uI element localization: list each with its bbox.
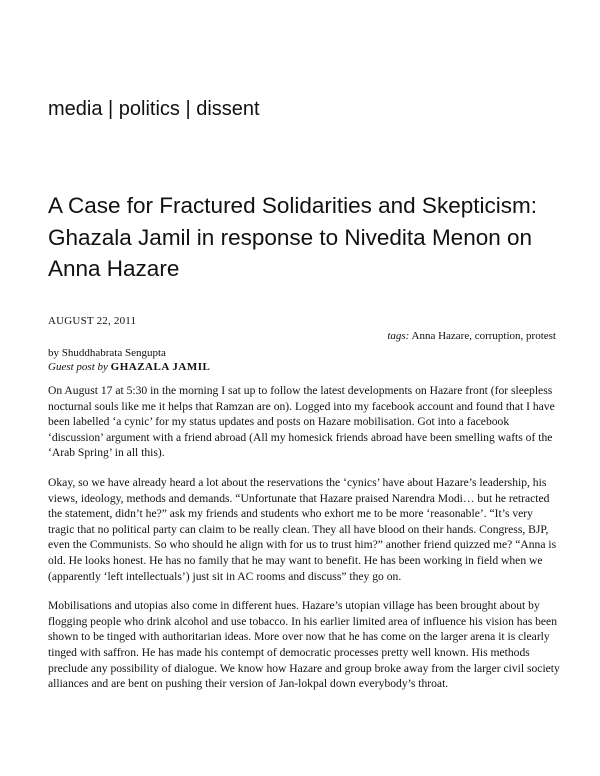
- tags-label: tags:: [387, 330, 410, 342]
- guest-author: GHAZALA JAMIL: [110, 361, 211, 373]
- site-title[interactable]: media | politics | dissent: [48, 98, 260, 120]
- by-label: by: [48, 347, 59, 359]
- post-byline: [48, 346, 166, 361]
- post-date: AUGUST 22, 2011: [48, 315, 137, 327]
- guest-byline: [48, 360, 210, 375]
- body-paragraph-1: On August 17 at 5:30 in the morning I sat up to follow the latest developments on Hazare front (for sleepless nocturnal souls like me it helps that Ramzan are on). Logged into my facebook account and found that I have been labelled ‘a cynic’ for my status updates and posts on Hazare mobilisation. Got into a facebook ‘discussion’ argument with a friend abroad (All my homesick friends abroad have been smelling wafts of the ‘Arab Spring’ in all this).: [48, 384, 555, 460]
- post-body: [48, 383, 562, 706]
- post-tags: tags: Anna Hazare, corruption, protest: [387, 330, 556, 342]
- body-paragraph-3: Mobilisations and utopias also come in different hues. Hazare’s utopian village has been brought about by flogging people who drink alcohol and use tobacco. In his earlier limited area of influence his vision has been shown to be tinged with authoritarian ideas. More over now that he has come on the larger arena it is clearly tinged with saffron. He has made his contempt of democratic processes pretty well known. His methods preclude any possibility of dialogue. We know how Hazare and group broke away from the larger civil society alliances and are bent on pushing their version of Jan-lokpal down everybody’s throat.: [48, 599, 560, 691]
- tag-link-protest[interactable]: protest: [526, 330, 556, 342]
- post-title[interactable]: A Case for Fractured Solidarities and Skepticism: Ghazala Jamil in response to Nivedita Menon on Anna Hazare: [48, 193, 537, 281]
- tag-link-anna-hazare[interactable]: Anna Hazare: [411, 330, 470, 342]
- guest-label: Guest post by: [48, 361, 108, 373]
- tag-link-corruption[interactable]: corruption: [474, 330, 521, 342]
- author-link[interactable]: Shuddhabrata Sengupta: [61, 347, 166, 359]
- body-paragraph-2: Okay, so we have already heard a lot about the reservations the ‘cynics’ have about Hazare’s leadership, his views, ideology, methods and demands. “Unfortunate that Hazare praised Narendra Modi… but he retracted the statement, didn’t he?” ask my friends and students who exhort me to be more ‘reasonable’. “It’s very tragic that no political party can claim to be really clean. They all have blood on their hands. Congress, BJP, even the Communists. So who should he align with for us to trust him?” another friend quizzed me? “Anna is old. He looks honest. He has no family that he may want to benefit. He has been working in field when we (apparently ‘left intellectuals’) just sit in AC rooms and discuss” they go on.: [48, 475, 557, 583]
